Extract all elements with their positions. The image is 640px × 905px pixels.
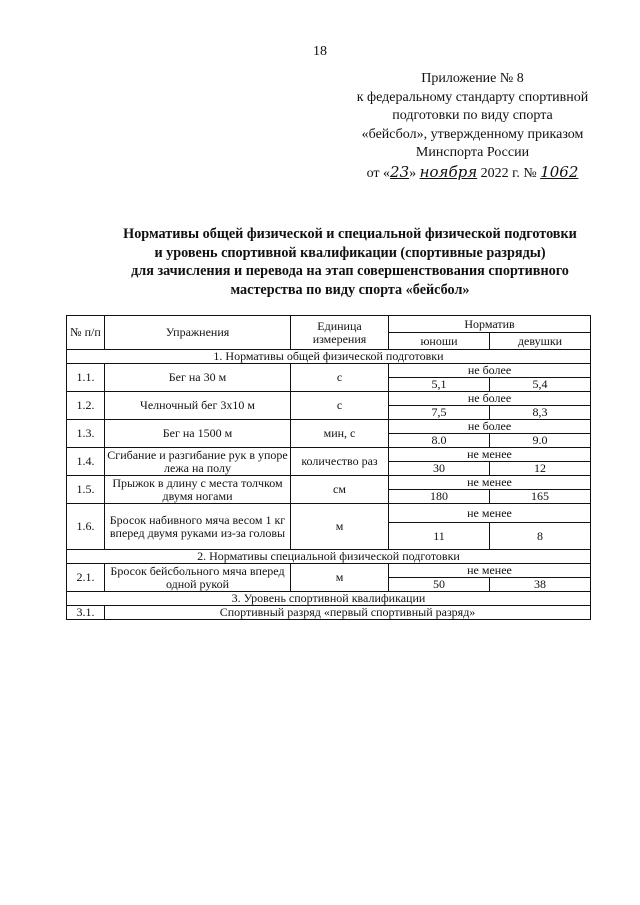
row-exercise: Прыжок в длину с места толчком двумя ногами [105, 476, 291, 504]
row-girls-value: 38 [490, 578, 591, 592]
row-boys-value: 11 [389, 523, 490, 550]
row-girls-value: 9.0 [490, 434, 591, 448]
title-line: мастерства по виду спорта «бейсбол» [230, 281, 470, 298]
row-limit-label: не более [389, 420, 591, 434]
handwritten-order-number: 1062 [540, 162, 579, 181]
row-unit: с [291, 392, 389, 420]
row-exercise: Сгибание и разгибание рук в упоре лежа на полу [105, 448, 291, 476]
appendix-line: «бейсбол», утвержденному приказом [361, 126, 584, 142]
row-exercise: Челночный бег 3х10 м [105, 392, 291, 420]
header-norm: Норматив [389, 316, 591, 333]
date-prefix: от « [366, 165, 391, 181]
appendix-line: подготовки по виду спорта [392, 108, 553, 123]
row-girls-value: 165 [490, 490, 591, 504]
row-exercise: Спортивный разряд «первый спортивный разряд» [105, 606, 591, 620]
row-exercise: Бег на 30 м [105, 364, 291, 392]
row-num: 2.1. [67, 564, 105, 592]
row-exercise: Бросок бейсбольного мяча вперед одной рукой [105, 564, 291, 592]
date-mid: » [409, 165, 417, 181]
section-title: 2. Нормативы специальной физической подготовки [67, 550, 591, 564]
row-unit: с [291, 364, 389, 392]
header-boys: юноши [389, 333, 490, 350]
appendix-line: к федеральному стандарту спортивной [356, 89, 589, 105]
section-title: 3. Уровень спортивной квалификации [67, 592, 591, 606]
handwritten-day: 23 [390, 162, 410, 181]
row-num: 1.3. [67, 420, 105, 448]
row-unit: см [291, 476, 389, 504]
appendix-line: Минспорта России [415, 145, 530, 160]
row-unit: м [291, 564, 389, 592]
row-num: 1.6. [67, 504, 105, 550]
row-limit-label: не менее [389, 476, 591, 490]
row-num: 1.5. [67, 476, 105, 504]
row-num: 1.2. [67, 392, 105, 420]
header-girls: девушки [490, 333, 591, 350]
row-girls-value: 12 [490, 462, 591, 476]
row-girls-value: 8 [490, 523, 591, 550]
row-unit: мин, с [291, 420, 389, 448]
row-unit: м [291, 504, 389, 550]
page-number: 18 [313, 44, 327, 59]
title-line: Нормативы общей физической и специальной физической подготовки [123, 226, 577, 242]
title-line: и уровень спортивной квалификации (спортивные разряды) [154, 244, 546, 261]
row-num: 3.1. [67, 606, 105, 620]
row-boys-value: 5,1 [389, 378, 490, 392]
row-boys-value: 7,5 [389, 406, 490, 420]
row-boys-value: 50 [389, 578, 490, 592]
row-girls-value: 5,4 [490, 378, 591, 392]
date-year: 2022 г. № [480, 165, 537, 181]
header-unit: Единица измерения [291, 316, 389, 350]
appendix-line: Приложение № 8 [421, 71, 524, 86]
row-limit-label: не менее [389, 504, 591, 523]
row-num: 1.4. [67, 448, 105, 476]
row-boys-value: 30 [389, 462, 490, 476]
section-title: 1. Нормативы общей физической подготовки [67, 350, 591, 364]
row-limit-label: не менее [389, 448, 591, 462]
title-line: для зачисления и перевода на этап совершенствования спортивного [131, 263, 569, 279]
header-num: № п/п [67, 316, 105, 350]
row-exercise: Бег на 1500 м [105, 420, 291, 448]
row-limit-label: не более [389, 364, 591, 378]
order-date-line [330, 163, 615, 184]
header-exercise: Упражнения [105, 316, 291, 350]
norms-table [66, 315, 591, 620]
document-title [100, 225, 600, 299]
row-exercise: Бросок набивного мяча весом 1 кг вперед двумя руками из-за головы [105, 504, 291, 550]
row-num: 1.1. [67, 364, 105, 392]
appendix-header [330, 70, 615, 183]
row-limit-label: не более [389, 392, 591, 406]
handwritten-month: ноября [419, 162, 478, 181]
row-boys-value: 8.0 [389, 434, 490, 448]
row-girls-value: 8,3 [490, 406, 591, 420]
row-unit: количество раз [291, 448, 389, 476]
row-limit-label: не менее [389, 564, 591, 578]
row-boys-value: 180 [389, 490, 490, 504]
